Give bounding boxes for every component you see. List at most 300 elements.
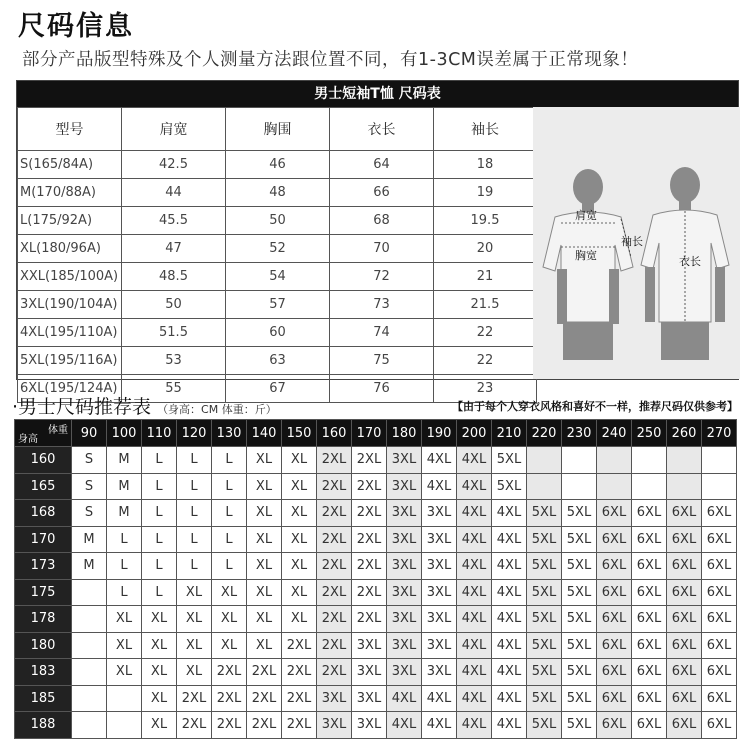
- recommend-row: [15, 473, 737, 500]
- size-chart-cell: 57: [226, 291, 330, 319]
- size-chart-cell: M(170/88A): [18, 179, 122, 207]
- weight-header-cell: 240: [597, 420, 632, 447]
- size-recommend-cell: 6XL: [667, 659, 702, 686]
- size-recommend-cell: M: [107, 473, 142, 500]
- weight-header-cell: 200: [457, 420, 492, 447]
- size-recommend-cell: XL: [282, 447, 317, 474]
- size-recommend-cell: L: [177, 526, 212, 553]
- shoulder-label: 肩宽: [575, 209, 597, 222]
- size-recommend-cell: [597, 447, 632, 474]
- size-recommend-cell: 4XL: [457, 685, 492, 712]
- length-label: 衣长: [679, 255, 701, 268]
- size-recommend-cell: 5XL: [562, 712, 597, 739]
- size-recommend-cell: 5XL: [562, 553, 597, 580]
- size-chart-row: [18, 207, 537, 235]
- size-recommend-cell: 4XL: [457, 659, 492, 686]
- size-recommend-cell: XL: [282, 473, 317, 500]
- size-chart-header-cell: 胸围: [226, 108, 330, 151]
- size-recommend-cell: M: [107, 447, 142, 474]
- size-chart: [16, 80, 739, 396]
- size-recommend-cell: 4XL: [457, 553, 492, 580]
- weight-header-cell: 110: [142, 420, 177, 447]
- size-chart-header-cell: 肩宽: [122, 108, 226, 151]
- recommend-row: [15, 447, 737, 474]
- size-recommend-cell: [72, 685, 107, 712]
- size-recommend-cell: L: [177, 473, 212, 500]
- size-chart-cell: S(165/84A): [18, 151, 122, 179]
- size-recommend-cell: 5XL: [527, 632, 562, 659]
- size-recommend-cell: S: [72, 447, 107, 474]
- size-recommend-cell: XL: [247, 500, 282, 527]
- weight-header-cell: 90: [72, 420, 107, 447]
- recommend-row: [15, 500, 737, 527]
- size-recommend-cell: XL: [107, 659, 142, 686]
- size-recommend-cell: 6XL: [702, 579, 737, 606]
- size-chart-cell: 64: [330, 151, 434, 179]
- size-chart-cell: 50: [122, 291, 226, 319]
- size-recommend-cell: L: [177, 447, 212, 474]
- size-recommend-cell: 3XL: [422, 659, 457, 686]
- size-recommend-cell: 6XL: [632, 685, 667, 712]
- size-recommend-cell: 6XL: [597, 685, 632, 712]
- size-recommend-cell: 6XL: [667, 579, 702, 606]
- recommend-row: [15, 659, 737, 686]
- weight-header-cell: 100: [107, 420, 142, 447]
- size-recommend-cell: 2XL: [282, 685, 317, 712]
- size-recommend-cell: L: [142, 473, 177, 500]
- size-recommend-cell: 2XL: [212, 685, 247, 712]
- size-recommend-cell: 6XL: [597, 712, 632, 739]
- size-recommend-cell: 4XL: [457, 526, 492, 553]
- size-recommend-cell: 5XL: [562, 685, 597, 712]
- size-recommend-cell: 2XL: [282, 632, 317, 659]
- size-recommend-cell: XL: [142, 632, 177, 659]
- weight-header-cell: 130: [212, 420, 247, 447]
- height-header-cell: 173: [15, 553, 72, 580]
- size-recommend-cell: 5XL: [562, 526, 597, 553]
- size-chart-cell: 6XL(195/124A): [18, 375, 122, 403]
- size-recommend-cell: 4XL: [492, 685, 527, 712]
- recommend-header-row: [15, 420, 737, 447]
- size-chart-cell: 48: [226, 179, 330, 207]
- recommend-note: 【由于每个人穿衣风格和喜好不一样，推荐尺码仅供参考】: [452, 400, 738, 413]
- size-chart-cell: 73: [330, 291, 434, 319]
- size-recommend-cell: L: [212, 553, 247, 580]
- weight-header-cell: 180: [387, 420, 422, 447]
- front-figure-icon: [543, 169, 633, 360]
- size-chart-cell: 3XL(190/104A): [18, 291, 122, 319]
- size-recommend-cell: 6XL: [667, 632, 702, 659]
- size-recommend-cell: 4XL: [422, 712, 457, 739]
- size-chart-cell: XXL(185/100A): [18, 263, 122, 291]
- size-recommend-cell: 2XL: [317, 632, 352, 659]
- size-recommend-cell: 2XL: [317, 579, 352, 606]
- size-recommend-cell: 4XL: [492, 606, 527, 633]
- size-recommend-cell: [702, 447, 737, 474]
- size-chart-cell: 76: [330, 375, 434, 403]
- size-recommend-cell: 3XL: [422, 579, 457, 606]
- size-recommend-cell: [72, 659, 107, 686]
- size-recommend-cell: [702, 473, 737, 500]
- height-header-cell: 160: [15, 447, 72, 474]
- size-recommend-cell: [72, 579, 107, 606]
- size-chart-cell: 21: [434, 263, 537, 291]
- size-recommend-cell: 6XL: [667, 500, 702, 527]
- size-recommend-cell: 6XL: [667, 685, 702, 712]
- size-recommend-cell: L: [212, 447, 247, 474]
- size-recommend-cell: 3XL: [352, 659, 387, 686]
- size-recommend-cell: 6XL: [702, 685, 737, 712]
- size-recommend-cell: XL: [282, 500, 317, 527]
- size-recommend-cell: 3XL: [422, 632, 457, 659]
- size-chart-row: [18, 179, 537, 207]
- size-chart-header-cell: 衣长: [330, 108, 434, 151]
- weight-header-cell: 270: [702, 420, 737, 447]
- size-recommend-cell: 4XL: [492, 659, 527, 686]
- size-recommend-cell: 4XL: [387, 685, 422, 712]
- size-recommend-cell: 5XL: [527, 579, 562, 606]
- size-recommend-cell: [667, 447, 702, 474]
- size-chart-cell: 22: [434, 319, 537, 347]
- size-recommend-cell: 6XL: [597, 553, 632, 580]
- height-header-cell: 168: [15, 500, 72, 527]
- height-header-cell: 165: [15, 473, 72, 500]
- size-chart-cell: 18: [434, 151, 537, 179]
- size-recommend-cell: XL: [177, 659, 212, 686]
- size-recommend-cell: L: [212, 500, 247, 527]
- size-recommend-cell: 5XL: [527, 526, 562, 553]
- size-recommend-cell: 4XL: [492, 632, 527, 659]
- size-chart-row: [18, 263, 537, 291]
- size-chart-row: [18, 347, 537, 375]
- size-recommend-cell: L: [177, 553, 212, 580]
- size-recommend-cell: [562, 473, 597, 500]
- size-recommend-cell: 4XL: [492, 712, 527, 739]
- size-recommend-cell: 4XL: [422, 473, 457, 500]
- size-recommend-cell: XL: [282, 579, 317, 606]
- size-recommend-cell: [632, 473, 667, 500]
- size-recommend-cell: 3XL: [387, 659, 422, 686]
- size-chart-cell: 52: [226, 235, 330, 263]
- size-recommend-cell: XL: [107, 606, 142, 633]
- size-recommend-cell: 4XL: [457, 632, 492, 659]
- size-recommend-cell: 5XL: [562, 632, 597, 659]
- size-recommend-cell: XL: [247, 473, 282, 500]
- size-recommend-cell: [72, 712, 107, 739]
- size-recommend-cell: 6XL: [597, 659, 632, 686]
- size-recommend-cell: 3XL: [422, 553, 457, 580]
- size-recommend-cell: 3XL: [422, 606, 457, 633]
- size-recommend-cell: [527, 473, 562, 500]
- height-header-cell: 170: [15, 526, 72, 553]
- size-recommend-cell: XL: [247, 526, 282, 553]
- size-recommend-cell: 5XL: [527, 500, 562, 527]
- size-recommend-cell: 2XL: [352, 500, 387, 527]
- size-recommend-cell: 6XL: [702, 526, 737, 553]
- size-recommend-cell: 4XL: [457, 579, 492, 606]
- recommend-bullet: ·: [12, 396, 19, 418]
- size-recommend-cell: 4XL: [457, 606, 492, 633]
- size-recommend-cell: L: [212, 473, 247, 500]
- size-recommend-cell: 6XL: [632, 526, 667, 553]
- size-chart-cell: 60: [226, 319, 330, 347]
- size-chart-cell: 19.5: [434, 207, 537, 235]
- recommend-row: [15, 632, 737, 659]
- size-recommend-cell: 3XL: [387, 632, 422, 659]
- size-recommend-cell: L: [107, 526, 142, 553]
- size-recommend-cell: M: [72, 526, 107, 553]
- size-chart-cell: 5XL(195/116A): [18, 347, 122, 375]
- weight-header-cell: 260: [667, 420, 702, 447]
- weight-header-cell: 140: [247, 420, 282, 447]
- recommend-row: [15, 526, 737, 553]
- size-recommend-cell: 2XL: [352, 579, 387, 606]
- size-recommend-cell: XL: [177, 606, 212, 633]
- size-recommend-cell: 2XL: [177, 685, 212, 712]
- size-recommend-cell: 6XL: [597, 526, 632, 553]
- height-header-cell: 178: [15, 606, 72, 633]
- size-recommend-cell: 2XL: [247, 712, 282, 739]
- size-recommend-cell: XL: [247, 632, 282, 659]
- height-header-cell: 183: [15, 659, 72, 686]
- size-recommend-cell: 6XL: [667, 712, 702, 739]
- size-recommend-cell: 3XL: [352, 712, 387, 739]
- height-axis-label: 身高: [18, 434, 38, 445]
- size-recommend-cell: 6XL: [597, 632, 632, 659]
- size-recommend-cell: XL: [142, 712, 177, 739]
- size-recommend-cell: 5XL: [492, 473, 527, 500]
- weight-header-cell: 230: [562, 420, 597, 447]
- size-chart-header-cell: 袖长: [434, 108, 537, 151]
- size-recommend-cell: 6XL: [632, 579, 667, 606]
- size-recommend-cell: [527, 447, 562, 474]
- size-recommend-cell: 4XL: [422, 447, 457, 474]
- size-chart-cell: 50: [226, 207, 330, 235]
- size-recommend-cell: S: [72, 473, 107, 500]
- size-chart-row: [18, 235, 537, 263]
- size-chart-cell: 55: [122, 375, 226, 403]
- size-chart-row: [18, 319, 537, 347]
- size-chart-cell: 75: [330, 347, 434, 375]
- size-recommend-cell: 6XL: [702, 553, 737, 580]
- size-recommend-cell: 3XL: [317, 712, 352, 739]
- size-recommend-cell: 3XL: [422, 500, 457, 527]
- size-recommend-cell: 3XL: [387, 579, 422, 606]
- size-recommend-cell: 3XL: [387, 473, 422, 500]
- size-recommend-cell: 3XL: [387, 526, 422, 553]
- size-chart-cell: 23: [434, 375, 537, 403]
- size-recommend-cell: 2XL: [177, 712, 212, 739]
- size-recommend-cell: XL: [212, 632, 247, 659]
- size-recommend-cell: M: [107, 500, 142, 527]
- size-recommend-cell: [72, 606, 107, 633]
- recommend-row: [15, 685, 737, 712]
- size-recommend-cell: XL: [177, 632, 212, 659]
- recommend-row: [15, 553, 737, 580]
- page-subtitle: 部分产品版型特殊及个人测量方法跟位置不同，有1-3CM误差属于正常现象！: [22, 50, 639, 70]
- size-chart-cell: 20: [434, 235, 537, 263]
- size-recommend-cell: XL: [282, 553, 317, 580]
- size-chart-row: [18, 291, 537, 319]
- size-recommend-cell: XL: [142, 606, 177, 633]
- size-recommend-cell: 6XL: [702, 606, 737, 633]
- weight-header-cell: 160: [317, 420, 352, 447]
- size-chart-row: [18, 151, 537, 179]
- size-recommend-cell: L: [142, 500, 177, 527]
- size-recommend-cell: 6XL: [702, 500, 737, 527]
- weight-header-cell: 210: [492, 420, 527, 447]
- size-recommend-cell: XL: [247, 579, 282, 606]
- size-recommend-cell: 2XL: [247, 659, 282, 686]
- size-recommend-cell: 5XL: [527, 685, 562, 712]
- size-recommend-cell: 2XL: [282, 712, 317, 739]
- recommend-corner-cell: [15, 420, 72, 447]
- size-recommend-cell: 2XL: [317, 526, 352, 553]
- size-recommend-cell: 6XL: [632, 553, 667, 580]
- size-recommend-cell: L: [142, 579, 177, 606]
- size-recommend-cell: XL: [212, 606, 247, 633]
- size-recommend-cell: 5XL: [527, 606, 562, 633]
- size-recommend-cell: 6XL: [597, 500, 632, 527]
- weight-header-cell: 250: [632, 420, 667, 447]
- size-recommend-cell: 6XL: [702, 712, 737, 739]
- size-recommend-cell: 6XL: [632, 712, 667, 739]
- weight-header-cell: 170: [352, 420, 387, 447]
- height-header-cell: 180: [15, 632, 72, 659]
- weight-header-cell: 190: [422, 420, 457, 447]
- size-chart-cell: 44: [122, 179, 226, 207]
- size-recommend-cell: 6XL: [597, 579, 632, 606]
- recommend-title: 男士尺码推荐表: [18, 396, 152, 418]
- size-recommend-cell: 3XL: [352, 632, 387, 659]
- size-recommend-cell: 2XL: [317, 659, 352, 686]
- size-recommend-cell: 5XL: [562, 659, 597, 686]
- size-recommend-cell: 3XL: [352, 685, 387, 712]
- height-header-cell: 175: [15, 579, 72, 606]
- size-recommend-cell: S: [72, 500, 107, 527]
- size-recommend-cell: 2XL: [317, 553, 352, 580]
- size-recommend-cell: [562, 447, 597, 474]
- size-recommend-cell: 6XL: [667, 606, 702, 633]
- size-recommend-cell: 2XL: [352, 447, 387, 474]
- size-recommend-cell: 4XL: [492, 526, 527, 553]
- size-recommend-cell: 6XL: [632, 606, 667, 633]
- size-recommend-cell: [107, 712, 142, 739]
- size-recommend-cell: XL: [107, 632, 142, 659]
- size-chart-cell: 68: [330, 207, 434, 235]
- size-recommend-cell: 2XL: [317, 500, 352, 527]
- size-recommend-cell: 2XL: [352, 606, 387, 633]
- size-chart-cell: 45.5: [122, 207, 226, 235]
- height-header-cell: 188: [15, 712, 72, 739]
- size-recommend-cell: 2XL: [247, 685, 282, 712]
- size-recommend-cell: XL: [247, 606, 282, 633]
- size-recommend-cell: 6XL: [702, 632, 737, 659]
- size-recommend-cell: 5XL: [562, 500, 597, 527]
- recommend-units: （身高：CM 体重：斤）: [157, 403, 277, 416]
- size-recommend-cell: XL: [142, 659, 177, 686]
- size-recommend-cell: 6XL: [667, 553, 702, 580]
- height-header-cell: 185: [15, 685, 72, 712]
- size-recommend-cell: 4XL: [457, 712, 492, 739]
- size-recommend-cell: L: [177, 500, 212, 527]
- size-recommend-cell: 6XL: [597, 606, 632, 633]
- size-recommend-cell: 6XL: [702, 659, 737, 686]
- size-recommend-cell: 4XL: [387, 712, 422, 739]
- size-recommend-cell: [107, 685, 142, 712]
- size-chart-cell: 48.5: [122, 263, 226, 291]
- size-recommend-cell: 5XL: [492, 447, 527, 474]
- recommend-row: [15, 606, 737, 633]
- size-recommend-cell: 4XL: [457, 447, 492, 474]
- size-chart-header-row: [18, 108, 537, 151]
- size-recommend-cell: 2XL: [352, 553, 387, 580]
- size-recommend-cell: XL: [212, 579, 247, 606]
- size-recommend-cell: 5XL: [562, 606, 597, 633]
- size-recommend-cell: XL: [247, 553, 282, 580]
- size-chart-cell: 66: [330, 179, 434, 207]
- size-recommend-cell: 2XL: [352, 526, 387, 553]
- size-recommend-cell: M: [72, 553, 107, 580]
- size-recommend-cell: L: [142, 526, 177, 553]
- weight-header-cell: 150: [282, 420, 317, 447]
- size-chart-cell: 42.5: [122, 151, 226, 179]
- size-chart-cell: 67: [226, 375, 330, 403]
- size-recommend-cell: 4XL: [457, 500, 492, 527]
- recommend-row: [15, 579, 737, 606]
- size-recommend-cell: 5XL: [562, 579, 597, 606]
- size-chart-cell: 70: [330, 235, 434, 263]
- size-recommend-cell: L: [142, 447, 177, 474]
- size-recommend-cell: 2XL: [317, 447, 352, 474]
- size-chart-cell: 51.5: [122, 319, 226, 347]
- size-recommend-cell: 4XL: [422, 685, 457, 712]
- size-chart-cell: 22: [434, 347, 537, 375]
- size-recommend-cell: 4XL: [492, 500, 527, 527]
- size-recommend-cell: 2XL: [212, 659, 247, 686]
- page-title: 尺码信息: [18, 11, 134, 42]
- size-chart-caption: 男士短袖T恤 尺码表: [17, 81, 738, 107]
- size-recommend-cell: 4XL: [457, 473, 492, 500]
- size-recommend-cell: 4XL: [492, 553, 527, 580]
- size-chart-cell: 63: [226, 347, 330, 375]
- weight-header-cell: 120: [177, 420, 212, 447]
- size-recommend-cell: 2XL: [212, 712, 247, 739]
- size-recommend-cell: XL: [247, 447, 282, 474]
- size-recommend-cell: 3XL: [422, 526, 457, 553]
- size-recommend-cell: 5XL: [527, 712, 562, 739]
- chest-label: 胸宽: [575, 249, 597, 262]
- recommend-row: [15, 712, 737, 739]
- size-chart-cell: 46: [226, 151, 330, 179]
- size-recommend-cell: XL: [282, 606, 317, 633]
- size-recommend-cell: XL: [282, 526, 317, 553]
- size-recommend-cell: 2XL: [282, 659, 317, 686]
- size-chart-cell: 4XL(195/110A): [18, 319, 122, 347]
- size-chart-table: [17, 107, 537, 403]
- recommend-table: [14, 419, 737, 739]
- size-recommend-cell: 6XL: [632, 659, 667, 686]
- size-recommend-cell: 3XL: [387, 553, 422, 580]
- size-chart-header-cell: 型号: [18, 108, 122, 151]
- size-recommend-cell: L: [107, 553, 142, 580]
- size-chart-cell: 74: [330, 319, 434, 347]
- size-chart-cell: L(175/92A): [18, 207, 122, 235]
- size-chart-cell: 19: [434, 179, 537, 207]
- size-recommend-cell: 3XL: [317, 685, 352, 712]
- recommend-title-block: [12, 392, 277, 419]
- size-recommend-cell: [632, 447, 667, 474]
